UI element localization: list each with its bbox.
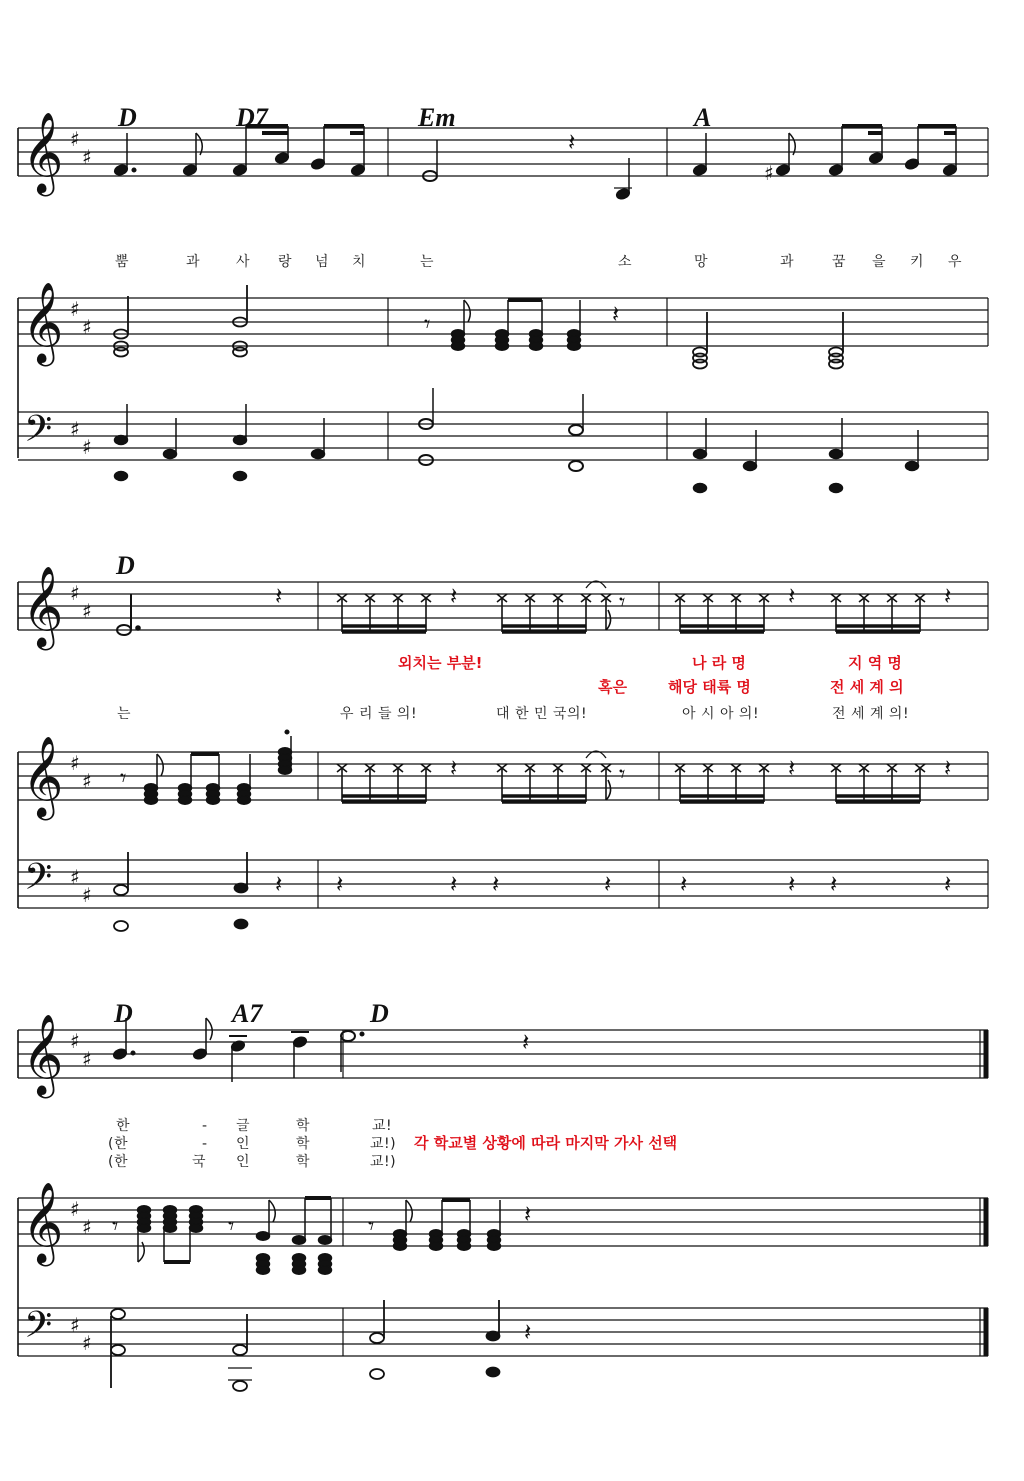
eighth-rest-icon: 𝄾 [619, 760, 626, 788]
eighth-rest-icon: 𝄾 [619, 588, 626, 616]
system-2 [18, 551, 988, 931]
annotation-continent-name: 해당 태륙 명 [668, 678, 751, 696]
melody-notes [113, 126, 957, 200]
lyric-syllable: 는 [420, 254, 435, 270]
lyric-syllable: 국 [192, 1154, 207, 1170]
sharp-icon: ♯ [70, 417, 80, 441]
chord-symbol: D [370, 999, 389, 1028]
melody-notes [117, 594, 140, 635]
treble-clef-icon: 𝄞 [22, 281, 64, 363]
piano-treble-eighths [452, 300, 581, 350]
lyric-syllable: (한 [108, 1154, 128, 1170]
lyric-syllable: 학 [296, 1154, 311, 1170]
chord-symbol: A7 [232, 999, 263, 1028]
eighth-rest-icon: 𝄾 [120, 764, 127, 792]
bass-clef-icon: 𝄢 [24, 1304, 53, 1355]
lyric-syllable: 인 [236, 1136, 251, 1152]
quarter-rest-icon: 𝄽 [830, 870, 838, 898]
sharp-icon: ♯ [70, 297, 80, 321]
quarter-rest-icon: 𝄽 [788, 870, 796, 898]
quarter-rest-icon: 𝄽 [944, 582, 952, 610]
lyric-syllable: 소 [618, 254, 633, 270]
quarter-rest-icon: 𝄽 [450, 754, 458, 782]
lyric-syllable: 사 [236, 254, 251, 270]
lyric-syllable: 넘 [315, 254, 330, 270]
eighth-rest-icon: 𝄾 [424, 310, 431, 338]
system-1 [18, 103, 988, 493]
sharp-icon: ♯ [70, 581, 80, 605]
lyric-phrase: 우 리 들 의! [340, 706, 418, 722]
lyric-syllable: 한 [116, 1118, 131, 1134]
quarter-rest-icon: 𝄽 [275, 582, 283, 610]
lyric-syllable: 과 [186, 254, 201, 270]
quarter-rest-icon: 𝄽 [522, 1028, 530, 1056]
lyric-phrase: 전 세 계 의! [832, 706, 910, 722]
quarter-rest-icon: 𝄽 [336, 870, 344, 898]
piano-bass-notes [111, 1300, 500, 1391]
chord-symbol: Em [418, 103, 456, 132]
sharp-icon: ♯ [70, 865, 80, 889]
quarter-rest-icon: 𝄽 [680, 870, 688, 898]
eighth-rest-icon: 𝄾 [228, 1212, 235, 1240]
quarter-rest-icon: 𝄽 [568, 128, 576, 156]
sharp-icon: ♯ [82, 145, 92, 169]
annotation-whole-world: 전 세 계 의 [830, 678, 904, 696]
quarter-rest-icon: 𝄽 [524, 1318, 532, 1346]
quarter-rest-icon: 𝄽 [450, 870, 458, 898]
lyric-syllable: 교! [372, 1118, 393, 1134]
lyric-syllable: 과 [780, 254, 795, 270]
lyric-syllable: - [202, 1118, 208, 1134]
lyric-syllable: (한 [108, 1136, 128, 1152]
eighth-rest-icon: 𝄾 [112, 1212, 119, 1240]
lyric-syllable: 을 [872, 254, 887, 270]
system-3 [18, 999, 988, 1391]
quarter-rest-icon: 𝄽 [275, 870, 283, 898]
quarter-rest-icon: 𝄽 [788, 582, 796, 610]
lyric-syllable: 키 [910, 254, 925, 270]
lyric-syllable: 학 [296, 1136, 311, 1152]
lyric-syllable: 인 [236, 1154, 251, 1170]
sharp-icon: ♯ [82, 435, 92, 459]
sharp-icon: ♯ [82, 1331, 92, 1355]
eighth-rest-icon: 𝄾 [368, 1212, 375, 1240]
treble-clef-icon: 𝄞 [22, 1013, 64, 1095]
lyrics-line [115, 253, 962, 270]
bass-clef-icon: 𝄢 [24, 856, 53, 907]
annotation-shout-part: 외치는 부분! [398, 654, 483, 672]
lyrics-line [117, 705, 909, 722]
annotation-final-lyric-choice: 각 학교별 상황에 따라 마지막 가사 선택 [414, 1134, 678, 1152]
annotation-or: 혹은 [598, 678, 627, 696]
piano-bass-notes [115, 388, 919, 493]
chord-symbol: D7 [236, 103, 268, 132]
lyric-syllable: 글 [236, 1118, 251, 1134]
sharp-icon: ♯ [82, 315, 92, 339]
piano-bass-notes [114, 852, 248, 931]
quarter-rest-icon: 𝄽 [524, 1200, 532, 1228]
annotation-region-name: 지 역 명 [848, 654, 902, 672]
sharp-icon: ♯ [70, 751, 80, 775]
quarter-rest-icon: 𝄽 [604, 870, 612, 898]
sharp-icon: ♯ [82, 1215, 92, 1239]
quarter-rest-icon: 𝄽 [492, 870, 500, 898]
annotation-country-name: 나 라 명 [692, 654, 746, 672]
lyric-syllable: 뿜 [115, 254, 130, 270]
treble-clef-icon: 𝄞 [22, 111, 64, 193]
sharp-icon: ♯ [764, 161, 774, 185]
quarter-rest-icon: 𝄽 [612, 300, 620, 328]
chord-symbol: D [118, 103, 137, 132]
sharp-icon: ♯ [82, 769, 92, 793]
lyric-phrase: 아 시 아 의! [682, 706, 760, 722]
sharp-icon: ♯ [70, 1313, 80, 1337]
lyric-phrase: 대 한 민 국의! [496, 706, 588, 722]
treble-clef-icon: 𝄞 [22, 735, 64, 817]
sharp-icon: ♯ [82, 883, 92, 907]
treble-clef-icon: 𝄞 [22, 565, 64, 647]
quarter-rest-icon: 𝄽 [788, 754, 796, 782]
sharp-icon: ♯ [82, 1047, 92, 1071]
lyric-syllable: - [202, 1136, 208, 1152]
quarter-rest-icon: 𝄽 [944, 870, 952, 898]
bass-clef-icon: 𝄢 [24, 408, 53, 459]
melody-staff [18, 1030, 988, 1078]
sharp-icon: ♯ [70, 127, 80, 151]
sharp-icon: ♯ [70, 1029, 80, 1053]
quarter-rest-icon: 𝄽 [944, 754, 952, 782]
piano-treble-eighths [145, 730, 292, 804]
piano-bass-staff [18, 1308, 988, 1356]
quarter-rest-icon: 𝄽 [450, 582, 458, 610]
lyric-syllable: 학 [296, 1118, 311, 1134]
chord-symbol: D [114, 999, 133, 1028]
lyrics-block [108, 1117, 396, 1170]
lyric-syllable: 우 [948, 254, 963, 270]
treble-clef-icon: 𝄞 [22, 1181, 64, 1263]
melody-staff [18, 582, 988, 630]
lyric-syllable: 꿈 [832, 254, 847, 270]
piano-bass-staff [18, 860, 988, 908]
chord-symbol: D [116, 551, 135, 580]
sharp-icon: ♯ [70, 1197, 80, 1221]
lyric-syllable: 교!) [370, 1136, 397, 1152]
lyric-syllable: 는 [117, 706, 132, 722]
lyric-syllable: 교!) [370, 1154, 397, 1170]
chord-symbol: A [694, 103, 712, 132]
lyric-syllable: 랑 [278, 254, 293, 270]
sharp-icon: ♯ [82, 599, 92, 623]
lyric-syllable: 망 [694, 254, 709, 270]
lyric-syllable: 치 [352, 254, 367, 270]
